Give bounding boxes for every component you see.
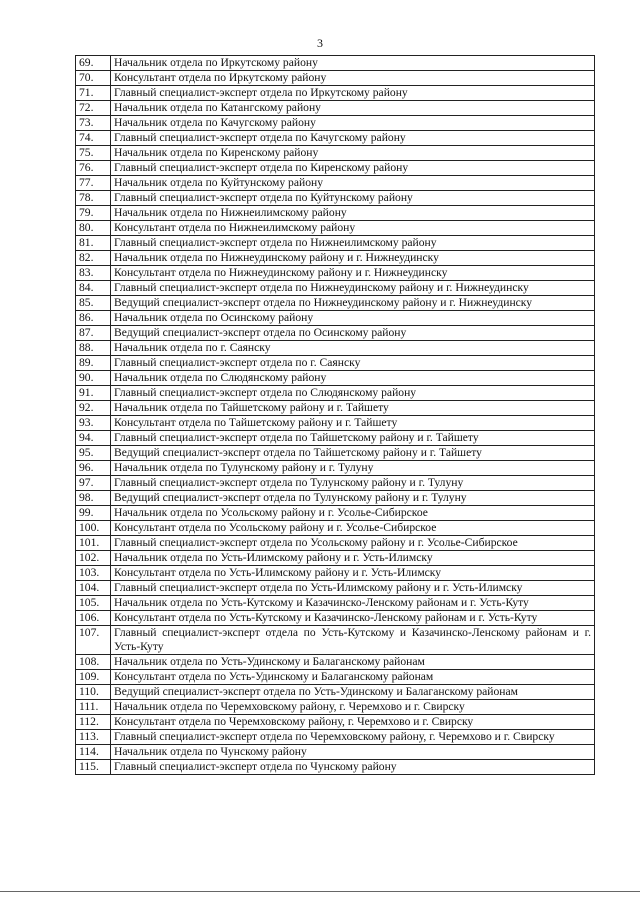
table-row — [76, 251, 595, 266]
table-row — [76, 401, 595, 416]
table-row — [76, 431, 595, 446]
table-row — [76, 296, 595, 311]
table-row — [76, 476, 595, 491]
table-row — [76, 611, 595, 626]
row-number: 100. — [76, 521, 111, 536]
row-number: 96. — [76, 461, 111, 476]
positions-table-body — [76, 56, 595, 775]
table-row — [76, 371, 595, 386]
row-number: 90. — [76, 371, 111, 386]
table-row — [76, 506, 595, 521]
position-title: Консультант отдела по Усольскому району и г. Усолье-Сибирское — [111, 521, 595, 536]
row-number: 102. — [76, 551, 111, 566]
table-row — [76, 266, 595, 281]
position-title: Начальник отдела по Качугскому району — [111, 116, 595, 131]
position-title: Ведущий специалист-эксперт отдела по Нижнеудинскому району и г. Нижнеудинску — [111, 296, 595, 311]
table-row — [76, 730, 595, 745]
position-title: Главный специалист-эксперт отдела по г. Саянску — [111, 356, 595, 371]
table-row — [76, 206, 595, 221]
position-title: Главный специалист-эксперт отдела по Слюдянскому району — [111, 386, 595, 401]
position-title: Начальник отдела по Черемховскому району, г. Черемхово и г. Свирску — [111, 700, 595, 715]
row-number: 85. — [76, 296, 111, 311]
position-title: Начальник отдела по Куйтунскому району — [111, 176, 595, 191]
table-row — [76, 221, 595, 236]
position-title: Главный специалист-эксперт отдела по Тулунскому району и г. Тулуну — [111, 476, 595, 491]
position-title: Консультант отдела по Усть-Удинскому и Балаганскому районам — [111, 670, 595, 685]
bottom-rule — [0, 891, 640, 892]
row-number: 80. — [76, 221, 111, 236]
table-row — [76, 386, 595, 401]
position-title: Ведущий специалист-эксперт отдела по Осинскому району — [111, 326, 595, 341]
table-row — [76, 281, 595, 296]
table-row — [76, 446, 595, 461]
row-number: 77. — [76, 176, 111, 191]
row-number: 97. — [76, 476, 111, 491]
position-title: Ведущий специалист-эксперт отдела по Усть-Удинскому и Балаганскому районам — [111, 685, 595, 700]
row-number: 110. — [76, 685, 111, 700]
row-number: 83. — [76, 266, 111, 281]
position-title: Главный специалист-эксперт отдела по Черемховскому району, г. Черемхово и г. Свирску — [111, 730, 595, 745]
position-title: Главный специалист-эксперт отдела по Иркутскому району — [111, 86, 595, 101]
row-number: 108. — [76, 655, 111, 670]
position-title: Начальник отдела по Катангскому району — [111, 101, 595, 116]
table-row — [76, 655, 595, 670]
position-title: Консультант отдела по Черемховскому району, г. Черемхово и г. Свирску — [111, 715, 595, 730]
row-number: 73. — [76, 116, 111, 131]
table-row — [76, 101, 595, 116]
position-title: Консультант отдела по Усть-Кутскому и Казачинско-Ленскому районам и г. Усть-Куту — [111, 611, 595, 626]
row-number: 69. — [76, 56, 111, 71]
row-number: 94. — [76, 431, 111, 446]
table-row — [76, 581, 595, 596]
table-row — [76, 341, 595, 356]
row-number: 107. — [76, 626, 111, 655]
position-title: Главный специалист-эксперт отдела по Чунскому району — [111, 760, 595, 775]
position-title: Начальник отдела по Усть-Илимскому району и г. Усть-Илимску — [111, 551, 595, 566]
position-title: Главный специалист-эксперт отдела по Нижнеилимскому району — [111, 236, 595, 251]
table-row — [76, 745, 595, 760]
position-title: Главный специалист-эксперт отдела по Киренскому району — [111, 161, 595, 176]
table-row — [76, 191, 595, 206]
position-title: Начальник отдела по Осинскому району — [111, 311, 595, 326]
table-row — [76, 715, 595, 730]
row-number: 99. — [76, 506, 111, 521]
row-number: 105. — [76, 596, 111, 611]
row-number: 88. — [76, 341, 111, 356]
row-number: 75. — [76, 146, 111, 161]
table-row — [76, 176, 595, 191]
table-row — [76, 131, 595, 146]
position-title: Главный специалист-эксперт отдела по Усть-Кутскому и Казачинско-Ленскому районам и г. Усть-Куту — [111, 626, 595, 655]
position-title: Консультант отдела по Иркутскому району — [111, 71, 595, 86]
table-row — [76, 86, 595, 101]
position-title: Начальник отдела по г. Саянску — [111, 341, 595, 356]
table-row — [76, 56, 595, 71]
table-row — [76, 146, 595, 161]
row-number: 87. — [76, 326, 111, 341]
row-number: 109. — [76, 670, 111, 685]
position-title: Начальник отдела по Тайшетскому району и г. Тайшету — [111, 401, 595, 416]
row-number: 91. — [76, 386, 111, 401]
table-row — [76, 626, 595, 655]
row-number: 104. — [76, 581, 111, 596]
position-title: Консультант отдела по Нижнеилимскому району — [111, 221, 595, 236]
table-row — [76, 536, 595, 551]
row-number: 92. — [76, 401, 111, 416]
position-title: Начальник отдела по Иркутскому району — [111, 56, 595, 71]
row-number: 89. — [76, 356, 111, 371]
position-title: Главный специалист-эксперт отдела по Качугскому району — [111, 131, 595, 146]
row-number: 101. — [76, 536, 111, 551]
position-title: Главный специалист-эксперт отдела по Усольскому району и г. Усолье-Сибирское — [111, 536, 595, 551]
positions-table — [75, 55, 595, 775]
table-row — [76, 116, 595, 131]
row-number: 113. — [76, 730, 111, 745]
table-row — [76, 521, 595, 536]
position-title: Ведущий специалист-эксперт отдела по Тулунскому району и г. Тулуну — [111, 491, 595, 506]
table-row — [76, 491, 595, 506]
table-row — [76, 236, 595, 251]
row-number: 93. — [76, 416, 111, 431]
row-number: 114. — [76, 745, 111, 760]
row-number: 112. — [76, 715, 111, 730]
table-row — [76, 760, 595, 775]
position-title: Начальник отдела по Усть-Кутскому и Казачинско-Ленскому районам и г. Усть-Куту — [111, 596, 595, 611]
row-number: 111. — [76, 700, 111, 715]
position-title: Консультант отдела по Усть-Илимскому району и г. Усть-Илимску — [111, 566, 595, 581]
position-title: Начальник отдела по Нижнеудинскому району и г. Нижнеудинску — [111, 251, 595, 266]
table-row — [76, 311, 595, 326]
position-title: Главный специалист-эксперт отдела по Тайшетскому району и г. Тайшету — [111, 431, 595, 446]
row-number: 115. — [76, 760, 111, 775]
table-row — [76, 416, 595, 431]
position-title: Главный специалист-эксперт отдела по Усть-Илимскому району и г. Усть-Илимску — [111, 581, 595, 596]
page-number: 3 — [317, 36, 323, 50]
table-row — [76, 685, 595, 700]
row-number: 72. — [76, 101, 111, 116]
position-title: Консультант отдела по Тайшетскому району и г. Тайшету — [111, 416, 595, 431]
row-number: 71. — [76, 86, 111, 101]
table-row — [76, 670, 595, 685]
table-row — [76, 566, 595, 581]
row-number: 79. — [76, 206, 111, 221]
row-number: 98. — [76, 491, 111, 506]
position-title: Начальник отдела по Чунскому району — [111, 745, 595, 760]
position-title: Начальник отдела по Слюдянскому району — [111, 371, 595, 386]
position-title: Консультант отдела по Нижнеудинскому району и г. Нижнеудинску — [111, 266, 595, 281]
row-number: 81. — [76, 236, 111, 251]
row-number: 76. — [76, 161, 111, 176]
table-row — [76, 551, 595, 566]
table-row — [76, 71, 595, 86]
row-number: 95. — [76, 446, 111, 461]
row-number: 84. — [76, 281, 111, 296]
row-number: 103. — [76, 566, 111, 581]
row-number: 78. — [76, 191, 111, 206]
row-number: 70. — [76, 71, 111, 86]
table-row — [76, 461, 595, 476]
position-title: Главный специалист-эксперт отдела по Нижнеудинскому району и г. Нижнеудинску — [111, 281, 595, 296]
position-title: Начальник отдела по Нижнеилимскому району — [111, 206, 595, 221]
position-title: Главный специалист-эксперт отдела по Куйтунскому району — [111, 191, 595, 206]
row-number: 82. — [76, 251, 111, 266]
table-row — [76, 161, 595, 176]
table-row — [76, 596, 595, 611]
row-number: 106. — [76, 611, 111, 626]
table-row — [76, 700, 595, 715]
position-title: Начальник отдела по Тулунскому району и г. Тулуну — [111, 461, 595, 476]
position-title: Начальник отдела по Усольскому району и г. Усолье-Сибирское — [111, 506, 595, 521]
position-title: Начальник отдела по Киренскому району — [111, 146, 595, 161]
position-title: Начальник отдела по Усть-Удинскому и Балаганскому районам — [111, 655, 595, 670]
table-row — [76, 356, 595, 371]
row-number: 74. — [76, 131, 111, 146]
position-title: Ведущий специалист-эксперт отдела по Тайшетскому району и г. Тайшету — [111, 446, 595, 461]
table-row — [76, 326, 595, 341]
row-number: 86. — [76, 311, 111, 326]
